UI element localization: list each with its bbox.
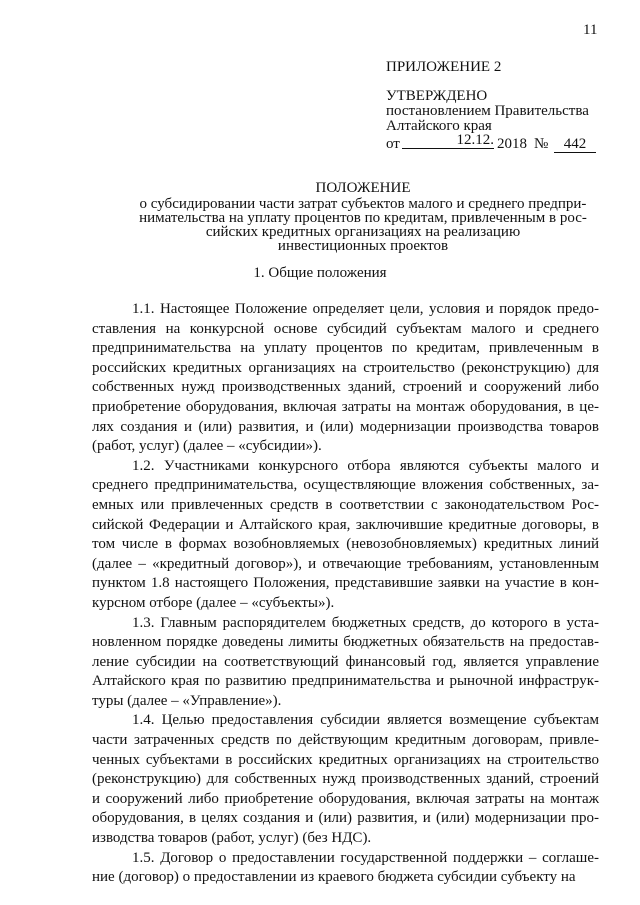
- document-title-block: [128, 181, 598, 253]
- paragraph-1-4: 1.4. Целью предоставления субсидии является возмещение субъектам части затраченных средств по действующим кредитным договорам, привле-ченных субъектами в российских кредитных организациях на строительство (реконструкцию) для собственных нужд производственных зданий, строений и сооружений либо приобретение оборудования, включая затраты на монтаж оборудования, в целях создания и (или) развития, и (или) модернизации про-изводства товаров (работ, услуг) (без НДС).: [92, 712, 599, 847]
- paragraph-1-1: 1.1. Настоящее Положение определяет цели, условия и порядок предо-ставления на конкурсной основе субсидий субъектам малого и среднего предпринимательства на уплату процентов по кредитам, привлеченным в российских кредитных организациях на строительство (реконструкцию) для собственных нужд производственных зданий, строений и сооружений либо приобретение оборудования, включая затраты на монтаж оборудования, в це-лях создания и (или) развития, и (или) модернизации производства товаров (работ, услуг) (далее – «субсидии»).: [92, 301, 599, 455]
- document-body: [92, 300, 599, 888]
- subtitle-line: о субсидировании части затрат субъектов малого и среднего предпри-: [139, 196, 587, 212]
- appendix-label: ПРИЛОЖЕНИЕ 2: [386, 59, 502, 75]
- page-number: 11: [583, 22, 598, 38]
- approval-date-line: [386, 132, 626, 155]
- paragraph-1-5: 1.5. Договор о предоставлении государственной поддержки – соглаше-ние (договор) о предоставлении из краевого бюджета субсидии субъекту на: [92, 849, 599, 886]
- subtitle-line: инвестиционных проектов: [277, 238, 449, 254]
- subtitle-line: нимательства на уплату процентов по кредитам, привлеченным в рос-: [139, 210, 587, 226]
- approval-year: 2018: [497, 136, 527, 152]
- approval-date: 12.12.: [402, 133, 494, 149]
- date-prefix: от: [386, 136, 400, 152]
- region-text: Алтайского края: [386, 118, 492, 134]
- approval-number: 442: [554, 137, 596, 153]
- approved-label: УТВЕРЖДЕНО: [386, 88, 488, 104]
- paragraph-1-3: 1.3. Главным распорядителем бюджетных средств, до которого в уста-новленном порядке доведены лимиты бюджетных обязательств на предостав-ление субсидии на соответствующий финансовый год, является управление Алтайского края по развитию предпринимательства и рыночной инфраструк-туры (далее – «Управление»).: [92, 614, 599, 709]
- number-sign: №: [534, 136, 549, 152]
- decree-text: постановлением Правительства: [386, 103, 589, 119]
- subtitle-line: сийских кредитных организациях на реализацию: [205, 224, 521, 240]
- section-heading: 1. Общие положения: [253, 265, 387, 281]
- document-title: ПОЛОЖЕНИЕ: [315, 180, 411, 196]
- paragraph-1-2: 1.2. Участниками конкурсного отбора являются субъекты малого и среднего предпринимательства, осуществляющие вложения собственных, за-емных или привлеченных средств в соответствии с законодательством Рос-сийской Федерации и Алтайского края, заключившие кредитные договоры, в том числе в формах возобновляемых (невозобновляемых) кредитных линий (далее – «кредитный договор»), и отвечающие требованиям, установленным пунктом 1.8 настоящего Положения, представившие заявки на участие в кон-курсном отборе (далее – «субъекты»).: [92, 457, 599, 611]
- approval-block: [386, 60, 626, 155]
